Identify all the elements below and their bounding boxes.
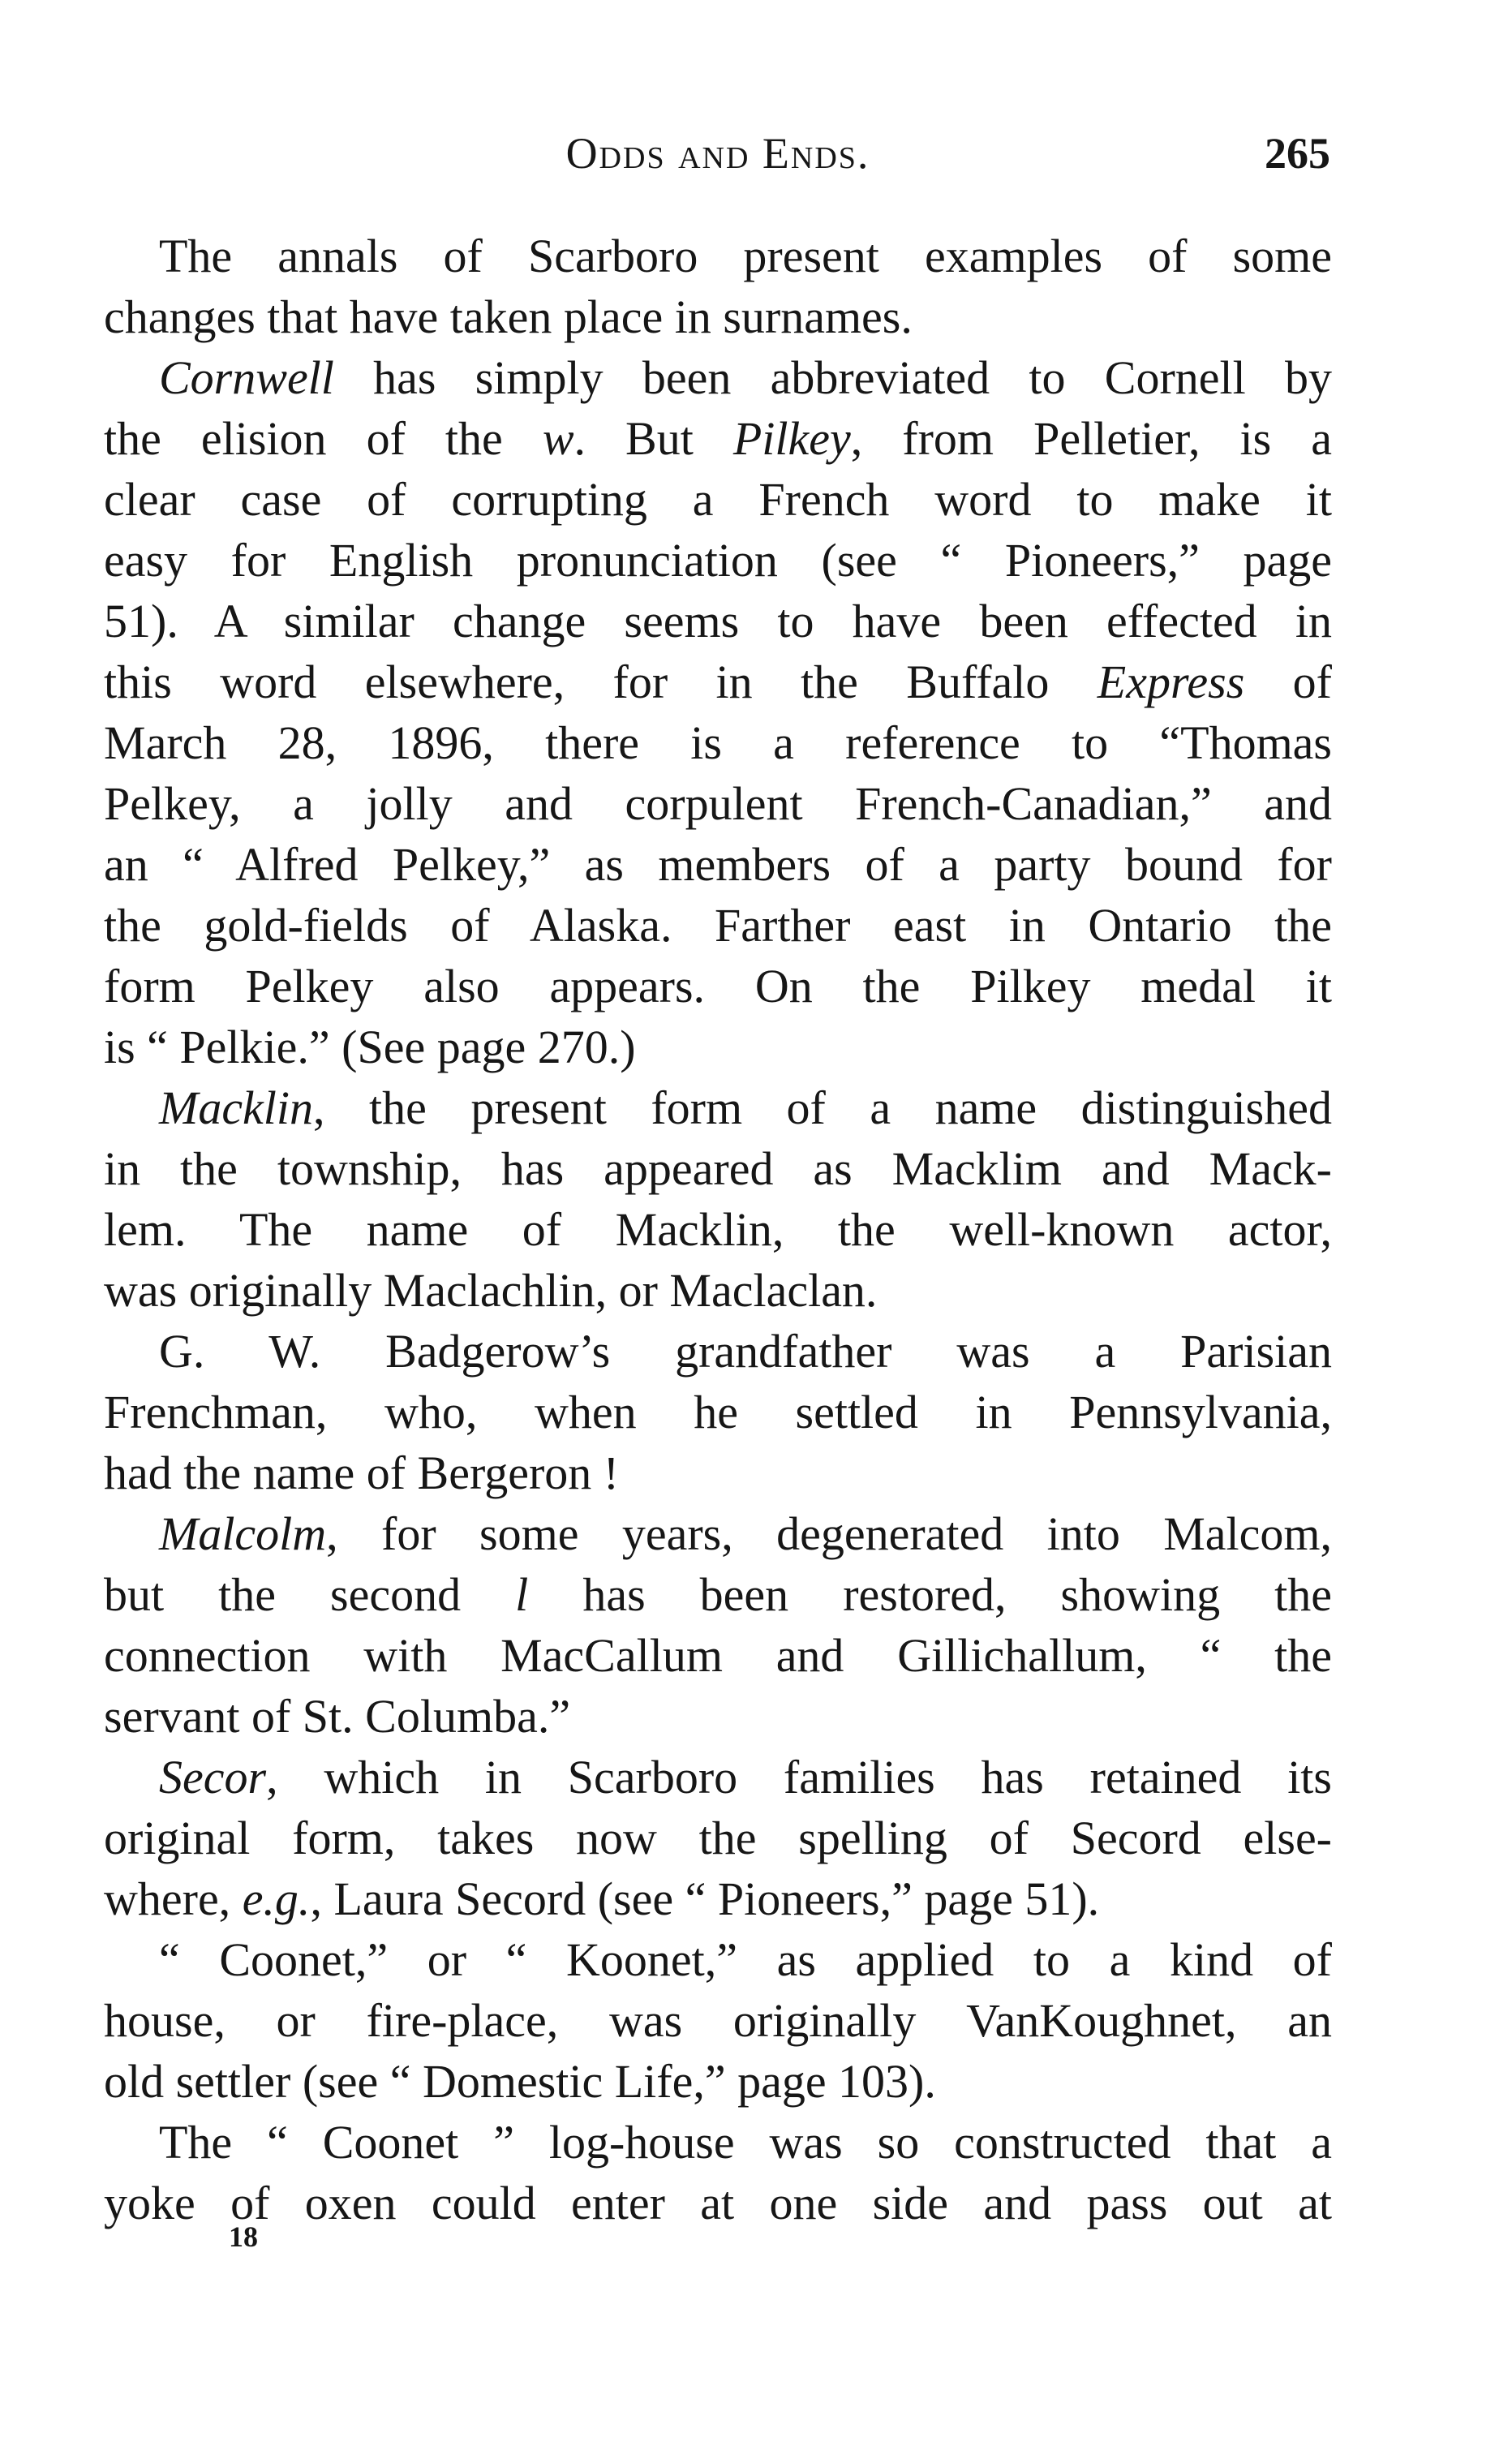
line-text: changes that have taken place in surnames.: [104, 290, 913, 343]
text-line: [104, 956, 1332, 1017]
line-text: servant of St. Columba.”: [104, 1690, 571, 1743]
line-text: The “ Coonet ” log-house was so constructed that a: [159, 2116, 1332, 2169]
text-line: [104, 1686, 1332, 1747]
text-line: [104, 347, 1332, 408]
italic-letter: w: [542, 412, 574, 465]
line-text: “ Coonet,” or “ Koonet,” as applied to a kind of: [159, 1933, 1332, 1986]
line-text: easy for English pronunciation (see “ Pioneers,” page: [104, 534, 1332, 587]
line-text: , which in Scarboro families has retained its: [266, 1751, 1332, 1803]
text-line: [104, 469, 1332, 530]
text-line: [104, 1990, 1332, 2051]
line-text: was originally Maclachlin, or Maclaclan.: [104, 1264, 878, 1317]
page-number: 265: [1265, 129, 1330, 178]
text-line: [104, 1929, 1332, 1990]
line-text: , from Pelletier, is a: [850, 412, 1332, 465]
line-text: form Pelkey also appears. On the Pilkey medal it: [104, 960, 1332, 1012]
line-text: March 28, 1896, there is a reference to “Thomas: [104, 716, 1332, 769]
line-text: has simply been abbreviated to Cornell by: [333, 351, 1332, 404]
text-line: [104, 1321, 1332, 1382]
text-line: [104, 1503, 1332, 1564]
line-text: yoke of oxen could enter at one side and pass out at: [104, 2177, 1332, 2229]
line-text: . But: [573, 412, 733, 465]
line-text: an “ Alfred Pelkey,” as members of a party bound for: [104, 838, 1332, 891]
text-line: [104, 1625, 1332, 1686]
line-text: lem. The name of Macklin, the well-known actor,: [104, 1203, 1332, 1256]
line-text: but the second: [104, 1568, 516, 1621]
line-text: clear case of corrupting a French word to make it: [104, 473, 1332, 526]
line-text: , Laura Secord (see “ Pioneers,” page 51).: [310, 1872, 1100, 1925]
italic-surname: Secor: [159, 1751, 267, 1803]
body-text: [104, 226, 1332, 2233]
line-text: had the name of Bergeron !: [104, 1447, 620, 1499]
text-line: [104, 712, 1332, 773]
text-line: [104, 1199, 1332, 1260]
text-line: [104, 591, 1332, 651]
line-text: is “ Pelkie.” (See page 270.): [104, 1021, 636, 1073]
line-text: original form, takes now the spelling of Secord else-: [104, 1812, 1332, 1864]
italic-surname: Pilkey: [732, 412, 851, 465]
text-line: [104, 1138, 1332, 1199]
running-head: [105, 128, 1330, 185]
italic-surname: Macklin: [159, 1081, 314, 1134]
text-line: [104, 1808, 1332, 1868]
running-title: Odds and Ends.: [565, 129, 870, 178]
line-text: G. W. Badgerow’s grandfather was a Parisian: [159, 1325, 1332, 1378]
text-line: [104, 226, 1332, 286]
text-line: [104, 1077, 1332, 1138]
text-line: [104, 408, 1332, 469]
italic-abbreviation: e.g.: [242, 1872, 311, 1925]
line-text: The annals of Scarboro present examples of some: [159, 230, 1332, 282]
text-line: [104, 286, 1332, 347]
line-text: in the township, has appeared as Macklim and Mack-: [104, 1142, 1332, 1195]
line-text: Pelkey, a jolly and corpulent French-Canadian,” and: [104, 777, 1332, 830]
line-text: has been restored, showing the: [528, 1568, 1333, 1621]
text-line: [104, 651, 1332, 712]
text-line: [104, 1017, 1332, 1077]
text-line: [104, 1564, 1332, 1625]
line-text: , the present form of a name distinguished: [313, 1081, 1332, 1134]
line-text: 51). A similar change seems to have been effected in: [104, 595, 1332, 647]
italic-surname: Malcolm: [159, 1507, 327, 1560]
text-line: [104, 2173, 1332, 2233]
text-line: [104, 1747, 1332, 1808]
text-line: [104, 2051, 1332, 2112]
text-line: [104, 1260, 1332, 1321]
text-line: [104, 2112, 1332, 2173]
italic-letter: l: [515, 1568, 529, 1621]
line-text: this word elsewhere, for in the Buffalo: [104, 656, 1097, 708]
line-text: of: [1244, 656, 1332, 708]
signature-mark: 18: [229, 2220, 258, 2253]
line-text: the gold-fields of Alaska. Farther east in Ontario the: [104, 899, 1332, 952]
italic-surname: Cornwell: [159, 351, 334, 404]
line-text: , for some years, degenerated into Malcom,: [326, 1507, 1332, 1560]
text-line: [104, 1868, 1332, 1929]
line-text: house, or fire-place, was originally VanKoughnet, an: [104, 1994, 1332, 2047]
text-line: [104, 530, 1332, 591]
text-line: [104, 773, 1332, 834]
text-line: [104, 1442, 1332, 1503]
text-line: [104, 1382, 1332, 1442]
text-line: [104, 834, 1332, 895]
line-text: old settler (see “ Domestic Life,” page 103).: [104, 2055, 936, 2108]
line-text: where,: [104, 1872, 243, 1925]
line-text: the elision of the: [104, 412, 543, 465]
line-text: Frenchman, who, when he settled in Pennsylvania,: [104, 1386, 1332, 1438]
italic-newspaper: Express: [1097, 656, 1245, 708]
text-line: [104, 895, 1332, 956]
line-text: connection with MacCallum and Gillichallum, “ the: [104, 1629, 1332, 1682]
